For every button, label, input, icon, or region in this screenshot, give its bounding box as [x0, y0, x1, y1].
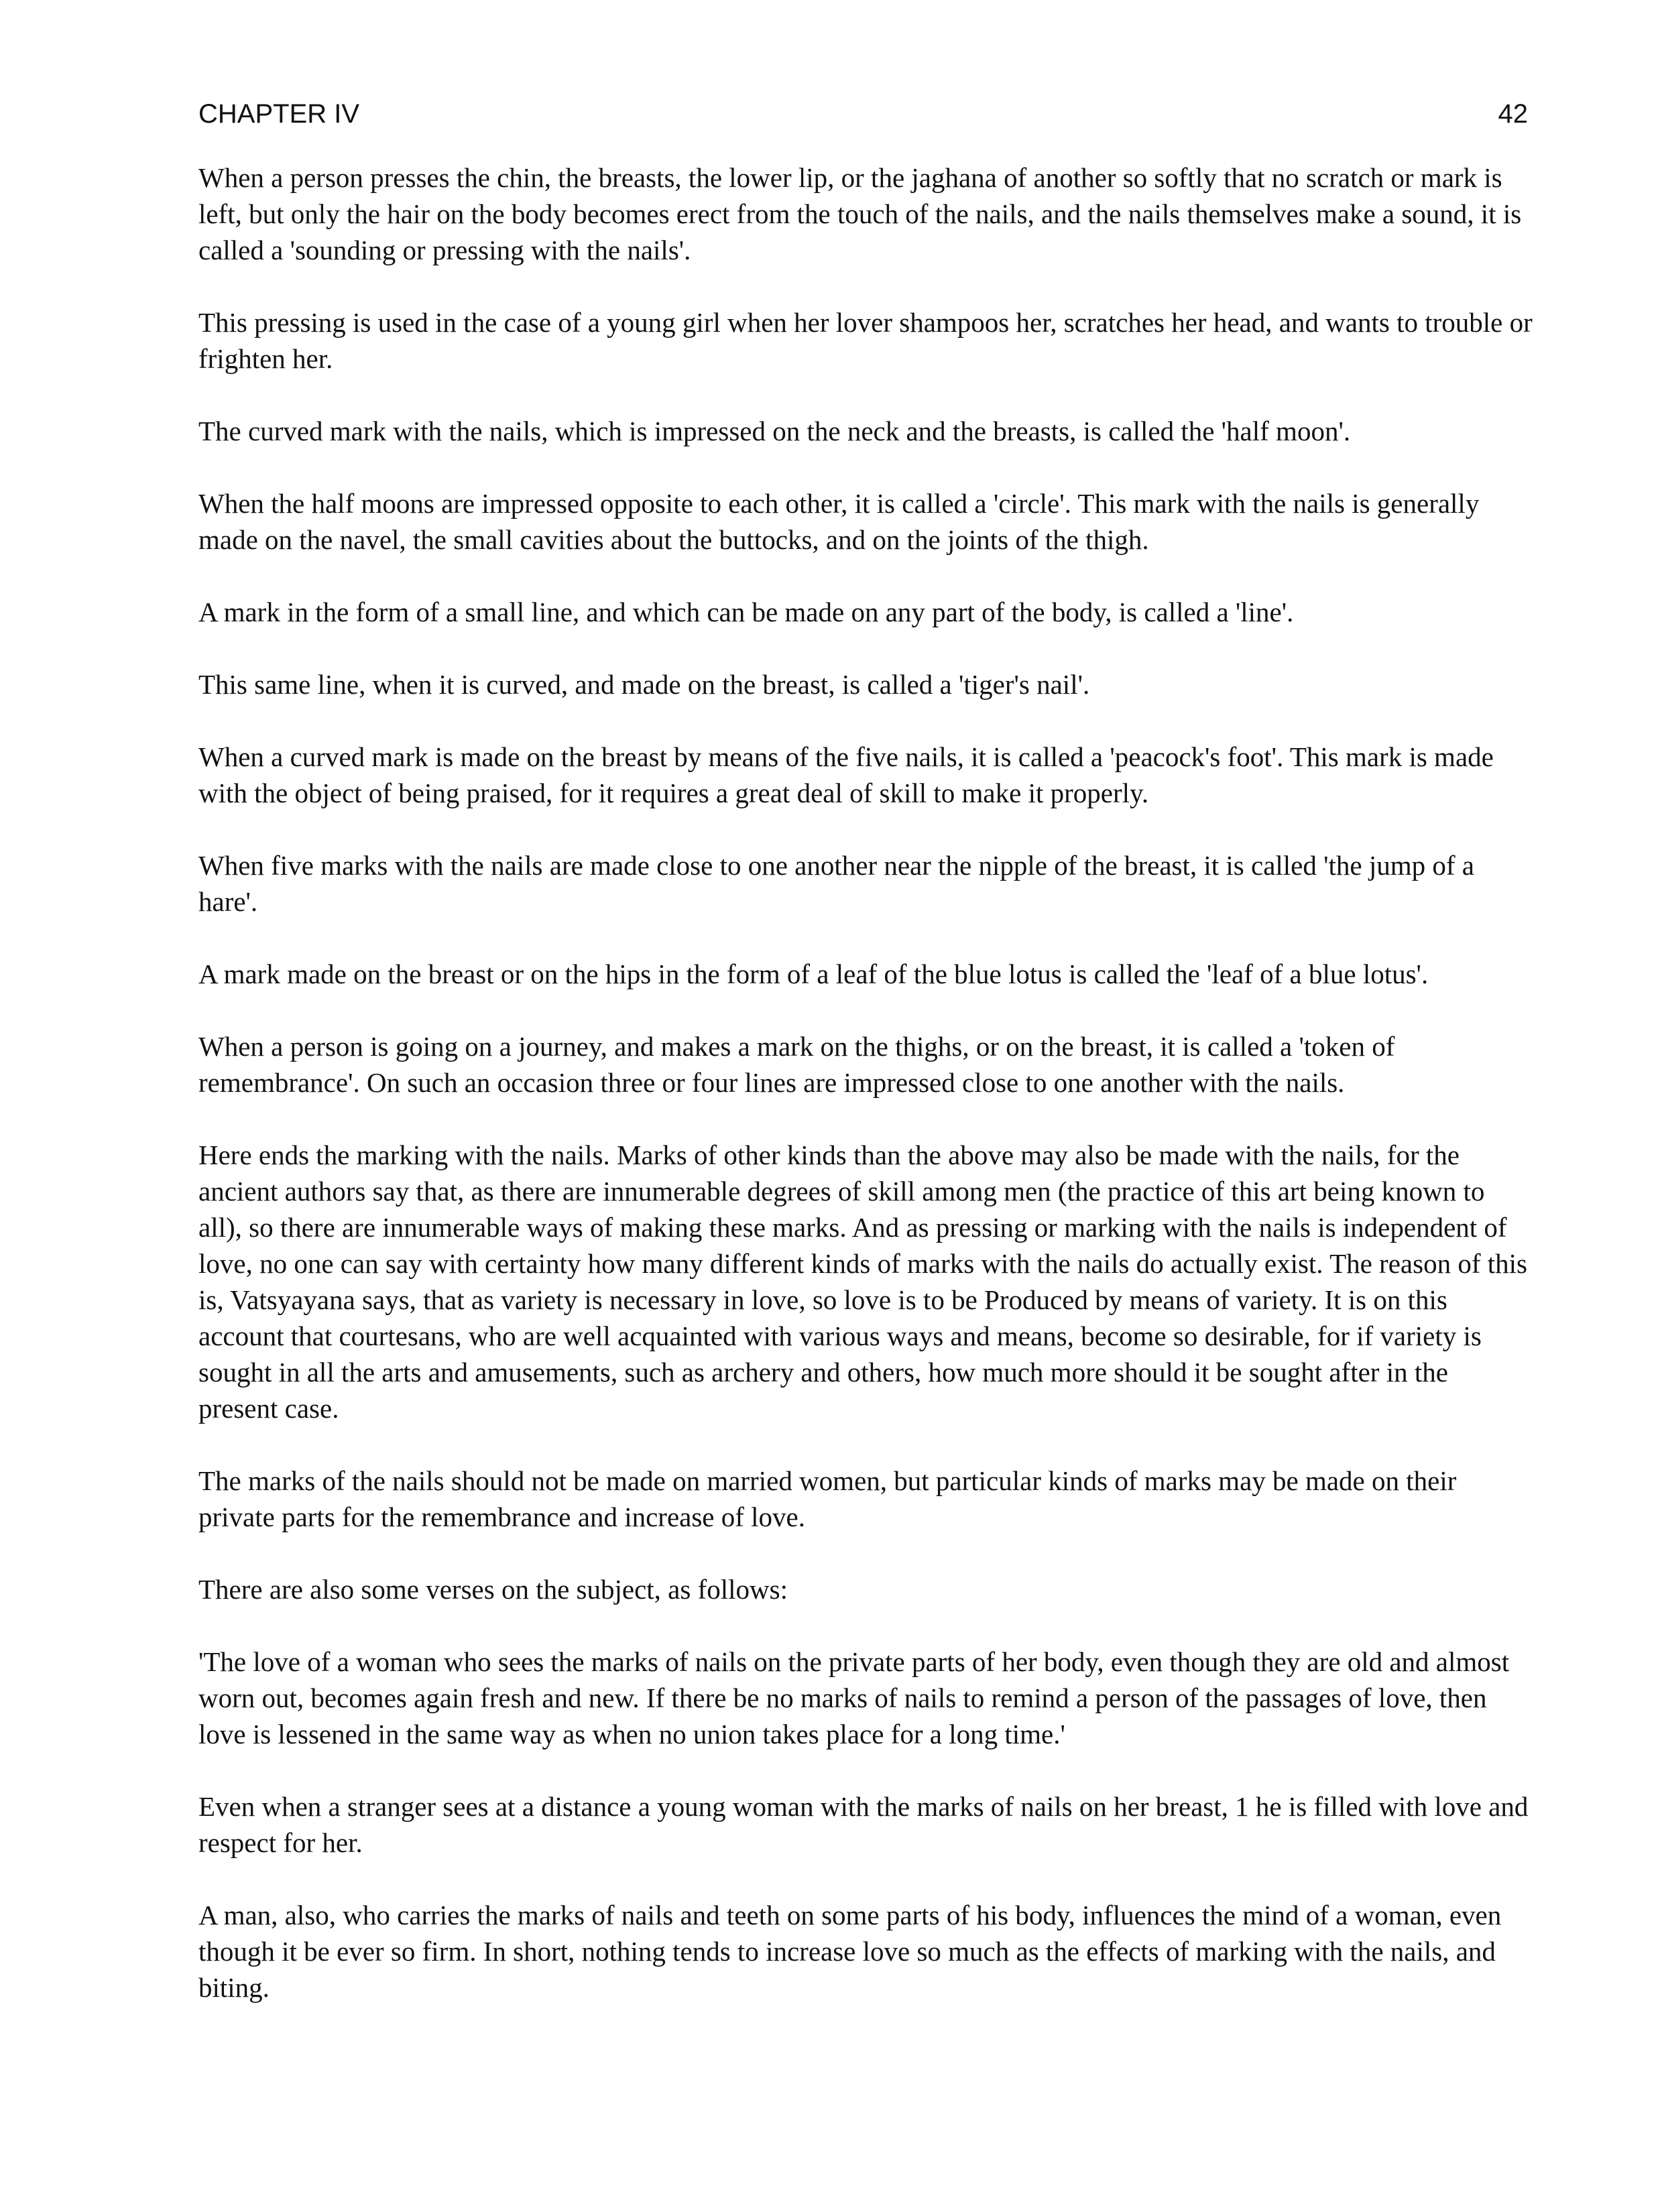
paragraph: When the half moons are impressed opposite to each other, it is called a 'circle'. This mark with the nails is generally made on the navel, the small cavities about the buttocks, and on the joints of the thigh.	[198, 488, 1480, 555]
page-number: 42	[1498, 99, 1528, 129]
paragraph: Here ends the marking with the nails. Marks of other kinds than the above may also be made with the nails, for the ancient authors say that, as there are innumerable degrees of skill among men (the practice of this art being known to all), so there are innumerable ways of making these marks. And as pressing or marking with the nails is independent of love, no one can say with certainty how many different kinds of marks with the nails do actually exist. The reason of this is, Vatsyayana says, that as variety is necessary in love, so love is to be Produced by means of variety. It is on this account that courtesans, who are well acquainted with various ways and means, become so desirable, for if variety is sought in all the arts and amusements, such as archery and others, how much more should it be sought after in the present case.	[198, 1140, 1527, 1424]
paragraph: The curved mark with the nails, which is impressed on the neck and the breasts, is called the 'half moon'.	[198, 416, 1351, 446]
paragraph: There are also some verses on the subject, as follows:	[198, 1574, 788, 1605]
paragraph: Even when a stranger sees at a distance a young woman with the marks of nails on her breast, 1 he is filled with love and respect for her.	[198, 1791, 1529, 1858]
paragraph: 'The love of a woman who sees the marks of nails on the private parts of her body, even though they are old and almost worn out, becomes again fresh and new. If there be no marks of nails to remind a person of the passages of love, then love is lessened in the same way as when no union takes place for a long time.'	[198, 1646, 1510, 1749]
paragraph: A mark in the form of a small line, and which can be made on any part of the body, is called a 'line'.	[198, 597, 1294, 627]
page-body	[198, 160, 1533, 2042]
paragraph: A man, also, who carries the marks of nails and teeth on some parts of his body, influences the mind of a woman, even though it be ever so firm. In short, nothing tends to increase love so much as the effects of marking with the nails, and biting.	[198, 1900, 1502, 2003]
paragraph: This pressing is used in the case of a young girl when her lover shampoos her, scratches her head, and wants to trouble or frighten her.	[198, 307, 1533, 374]
paragraph: A mark made on the breast or on the hips in the form of a leaf of the blue lotus is called the 'leaf of a blue lotus'.	[198, 959, 1429, 989]
paragraph: When a curved mark is made on the breast by means of the five nails, it is called a 'peacock's foot'. This mark is made with the object of being praised, for it requires a great deal of skill to make it properly.	[198, 741, 1494, 808]
paragraph: This same line, when it is curved, and made on the breast, is called a 'tiger's nail'.	[198, 669, 1090, 700]
paragraph: When five marks with the nails are made close to one another near the nipple of the breast, it is called 'the jump of a hare'.	[198, 850, 1474, 917]
paragraph: The marks of the nails should not be made on married women, but particular kinds of marks may be made on their private parts for the remembrance and increase of love.	[198, 1465, 1457, 1532]
paragraph: When a person presses the chin, the breasts, the lower lip, or the jaghana of another so softly that no scratch or mark is left, but only the hair on the body becomes erect from the touch of the nails, and the nails themselves make a sound, it is called a 'sounding or pressing with the nails'.	[198, 162, 1522, 265]
chapter-title: CHAPTER IV	[198, 99, 360, 129]
page-header	[198, 99, 1528, 139]
paragraph: When a person is going on a journey, and makes a mark on the thighs, or on the breast, it is called a 'token of remembrance'. On such an occasion three or four lines are impressed close to one another with the nails.	[198, 1031, 1395, 1098]
